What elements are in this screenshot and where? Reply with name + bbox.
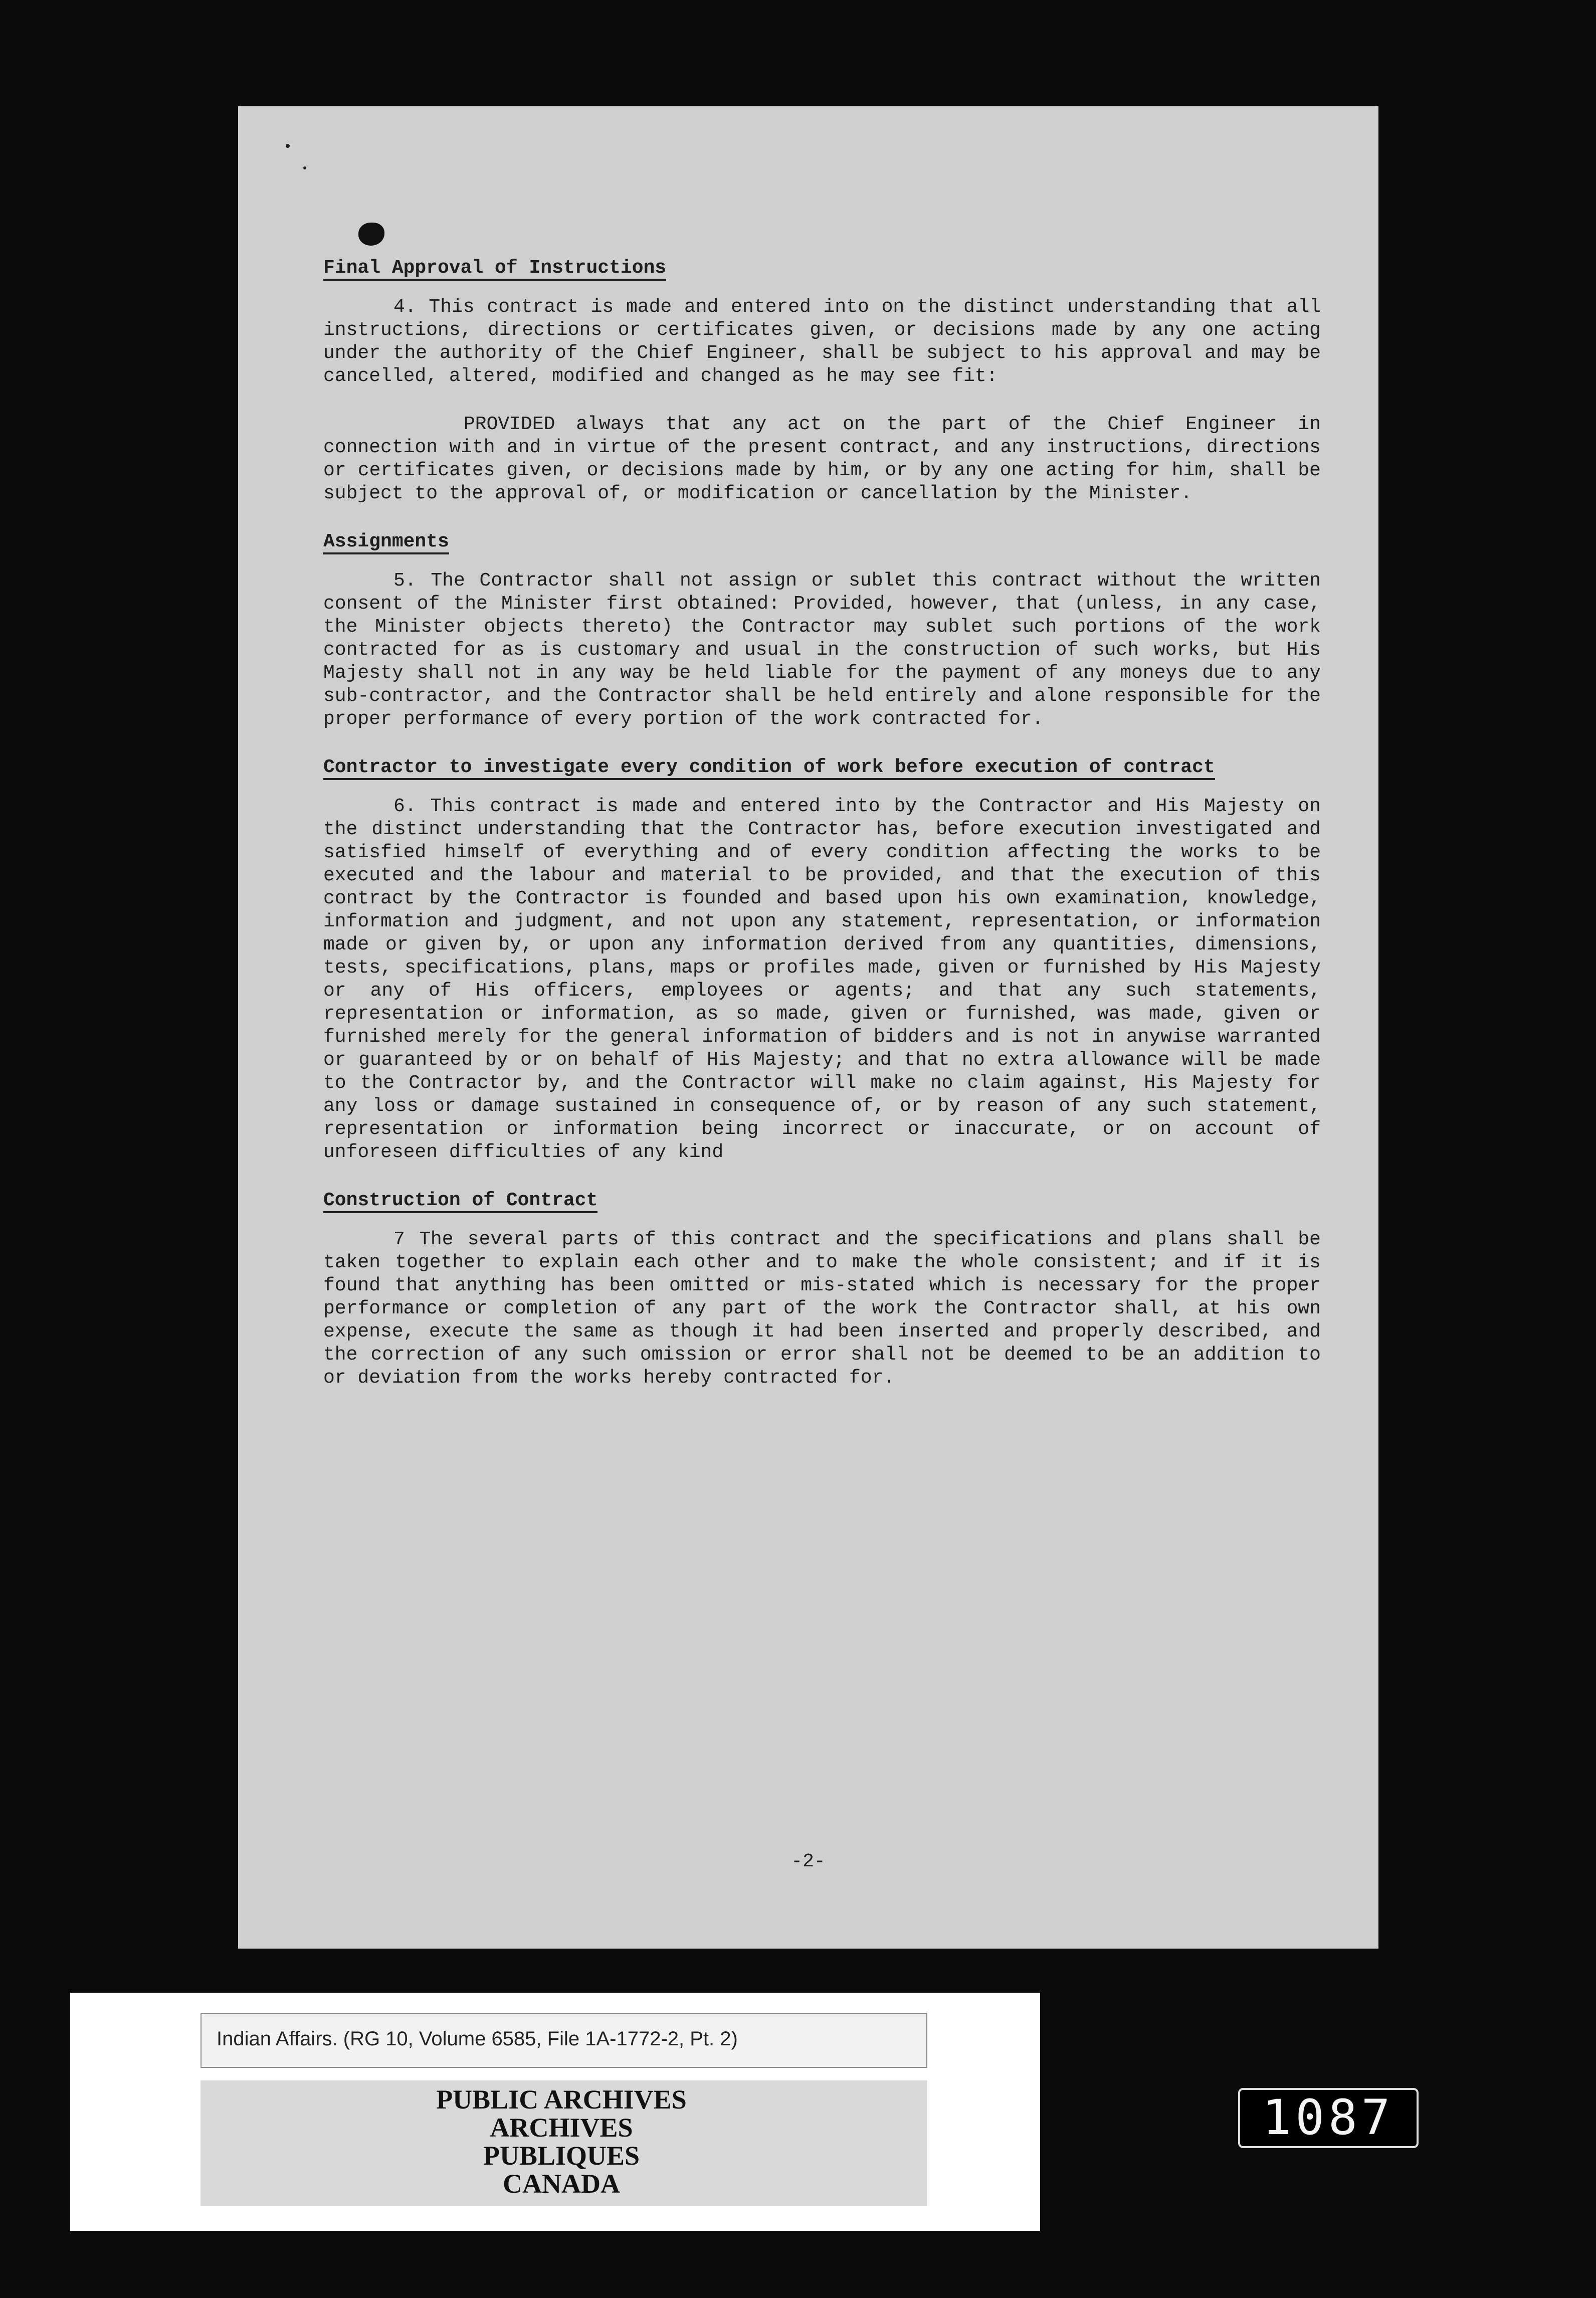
archive-label-strip — [70, 1993, 1040, 2231]
dust-speck — [286, 144, 290, 148]
section-heading: Contractor to investigate every condition of work before execution of contract — [323, 757, 1215, 780]
stamp-line: PUBLIC ARCHIVES — [436, 2084, 687, 2115]
clause-paragraph: 7 The several parts of this contract and the specifications and plans shall be taken together to explain each other and to make the whole consistent; and if it is found that anything has been omitted or mis-stated which is necessary for the proper performance or completion of any part of the work the Contractor shall, at his own expense, execute the same as though it had been inserted and properly described, and the correction of any such omission or error shall not be deemed to be an addition to or deviation from the works hereby contracted for. — [323, 1229, 1321, 1389]
section-assignments — [323, 530, 1321, 731]
clause-paragraph: 5. The Contractor shall not assign or sublet this contract without the written consent of the Minister first obtained: Provided, however, that (unless, in any case, the Minister objects thereto) the Contractor may sublet such portions of the work contracted for as is customary and usual in the construction of such works, but His Majesty shall not in any way be held liable for the payment of any moneys due to any sub-contractor, and the Contractor shall be held entirely and alone responsible for the proper performance of every portion of the work contracted for. — [323, 570, 1321, 730]
section-heading: Construction of Contract — [323, 1190, 597, 1213]
frame-counter: 1087 — [1238, 2088, 1419, 2148]
section-heading: Final Approval of Instructions — [323, 258, 666, 281]
ink-blot — [358, 223, 384, 246]
section-investigate — [323, 756, 1321, 1164]
clause-paragraph: 4. This contract is made and entered into on the distinct understanding that all instructions, directions or certificates given, or decisions made by any one acting under the authority of the Chief Engineer, shall be subject to his approval and may be cancelled, altered, modified and changed as he may see fit: — [323, 296, 1321, 387]
section-final-approval — [323, 257, 1321, 505]
archive-stamp — [201, 2080, 927, 2206]
archive-citation: Indian Affairs. (RG 10, Volume 6585, File 1A-1772-2, Pt. 2) — [217, 2028, 738, 2050]
stamp-line: ARCHIVES PUBLIQUES — [483, 2113, 640, 2171]
stamp-line: CANADA — [503, 2169, 620, 2199]
section-heading: Assignments — [323, 531, 449, 554]
citation-box — [201, 2013, 927, 2068]
page-number: -2- — [791, 1851, 826, 1872]
document-page — [238, 106, 1378, 1949]
document-body — [323, 257, 1321, 1415]
clause-paragraph: 6. This contract is made and entered into by the Contractor and His Majesty on the distinct understanding that the Contractor has, before execution investigated and satisfied himself of everything and of every condition affecting the works to be executed and the labour and material to be provided, and that the execution of this contract by the Contractor is founded and based upon his own examination, knowledge, information and judgment, and not upon any statement, representation, or information made or given by, or upon any information derived from any quantities, dimensions, tests, specifications, plans, maps or profiles made, given or furnished by His Majesty or any of His officers, employees or agents; and that any such statements, representation or information, as so made, given or furnished, was made, given or furnished merely for the general information of bidders and is not in anywise warranted or guaranteed by or on behalf of His Majesty; and that no extra allowance will be made to the Contractor by, and the Contractor will make no claim against, His Majesty for any loss or damage sustained in consequence of, or by reason of any such statement, representation or information being incorrect or inaccurate, or on account of unforeseen difficulties of any kind — [323, 796, 1321, 1163]
dust-speck — [303, 166, 306, 169]
section-construction — [323, 1189, 1321, 1390]
proviso-paragraph: PROVIDED always that any act on the part of the Chief Engineer in connection with and in virtue of the present contract, and any instructions, directions or certificates given, or decisions made by him, or by any one acting for him, shall be subject to the approval of, or modification or cancellation by the Minister. — [323, 414, 1321, 504]
